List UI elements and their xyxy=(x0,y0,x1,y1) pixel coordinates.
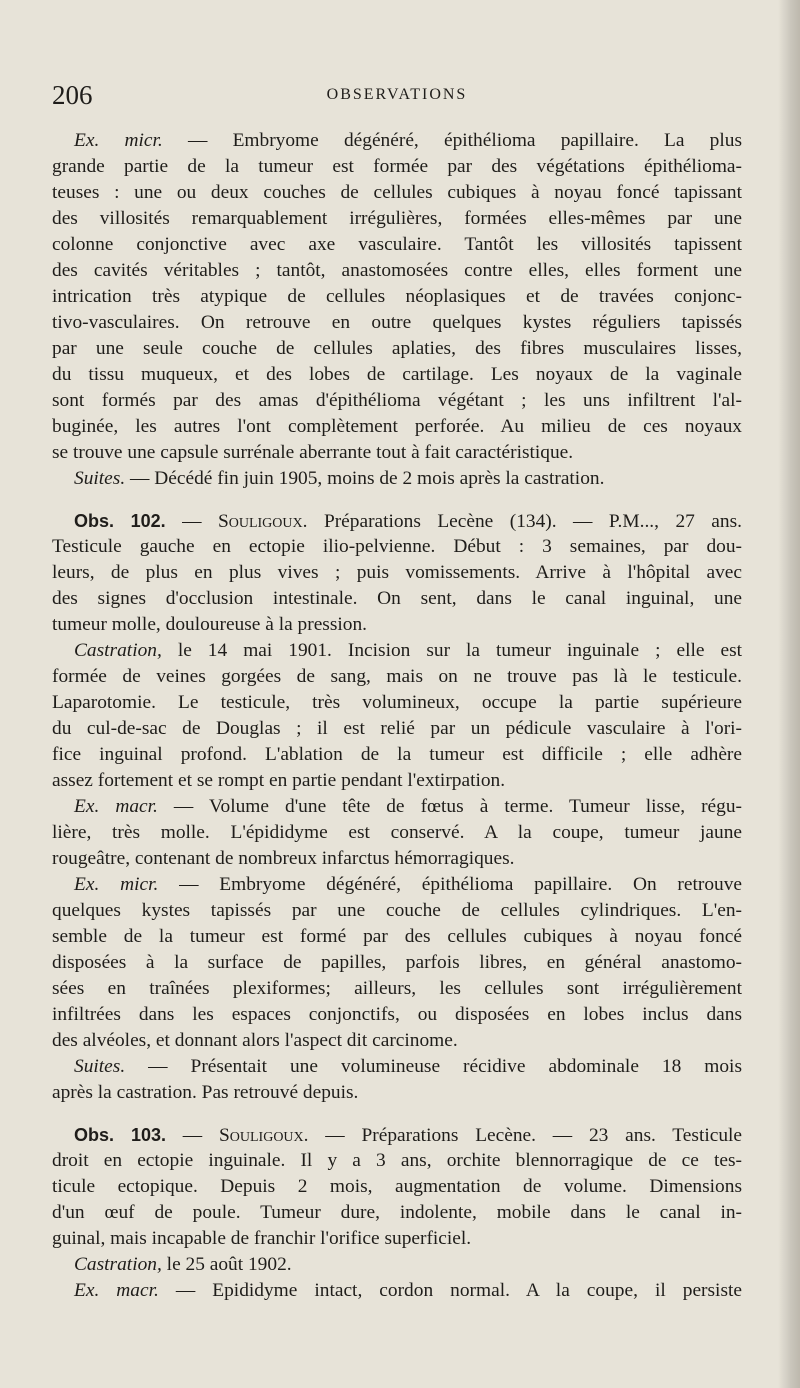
text-span: des signes d'occlusion intestinale. On sent, dans le canal inguinal, une xyxy=(52,588,742,609)
text-span: formée de veines gorgées de sang, mais on ne trouve pas là le testicule. xyxy=(52,666,742,687)
text-line xyxy=(52,846,742,872)
text-line xyxy=(52,128,742,154)
page-edge-shadow xyxy=(778,0,800,1388)
text-span: fice inguinal profond. L'ablation de la tumeur est difficile ; elle adhère xyxy=(52,744,742,765)
text-line xyxy=(52,690,742,716)
italic-heading: Ex. micr. xyxy=(74,874,159,895)
text-span: grande partie de la tumeur est formée par des végétations épithélioma- xyxy=(52,156,742,177)
text-span: sées en traînées plexiformes; ailleurs, les cellules sont irrégulièrement xyxy=(52,978,742,999)
text-line xyxy=(52,586,742,612)
observation-label: Obs. 103. xyxy=(74,1125,166,1145)
text-span: teuses : une ou deux couches de cellules cubiques à noyau foncé tapissant xyxy=(52,182,742,203)
text-line xyxy=(52,768,742,794)
text-line xyxy=(52,232,742,258)
text-line xyxy=(52,180,742,206)
italic-heading: Ex. micr. xyxy=(74,130,163,151)
text-span: disposées à la surface de papilles, parfois libres, en général anastomo- xyxy=(52,952,742,973)
text-line xyxy=(52,388,742,414)
text-line xyxy=(52,206,742,232)
text-span: ticule ectopique. Depuis 2 mois, augmentation de volume. Dimensions xyxy=(52,1176,742,1197)
text-line xyxy=(52,362,742,388)
paragraph-gap xyxy=(52,492,742,508)
text-line xyxy=(52,1002,742,1028)
text-span: — Décédé fin juin 1905, moins de 2 mois après la castration. xyxy=(125,468,605,489)
text-line xyxy=(52,560,742,586)
text-line xyxy=(52,820,742,846)
italic-heading: Suites. xyxy=(74,1056,126,1077)
text-line xyxy=(52,1226,742,1252)
text-span: lière, très molle. L'épididyme est conservé. A la coupe, tumeur jaune xyxy=(52,822,742,843)
text-span: semble de la tumeur est formé par des cellules cubiques à noyau foncé xyxy=(52,926,742,947)
observation-label: Obs. 102. xyxy=(74,511,166,531)
text-span: — Présentait une volumineuse récidive abdominale 18 mois xyxy=(125,1056,742,1077)
text-line xyxy=(52,534,742,560)
text-line xyxy=(52,1028,742,1054)
text-span: Préparations Lecène (134). — P.M..., 27 ans. xyxy=(307,511,743,532)
text-line xyxy=(52,638,742,664)
text-span: colonne conjonctive avec axe vasculaire. Tantôt les villosités tapissent xyxy=(52,234,742,255)
italic-heading: Castration, xyxy=(74,640,162,661)
text-span: — Préparations Lecène. — 23 ans. Testicule xyxy=(308,1125,743,1146)
paragraph-gap xyxy=(52,1106,742,1122)
text-line xyxy=(52,976,742,1002)
text-line xyxy=(52,1200,742,1226)
text-line xyxy=(52,310,742,336)
text-span: leurs, de plus en plus vives ; puis vomissements. Arrive à l'hôpital avec xyxy=(52,562,742,583)
text-span: droit en ectopie inguinale. Il y a 3 ans, orchite blennorragique de ce tes- xyxy=(52,1150,742,1171)
italic-heading: Suites. xyxy=(74,468,126,489)
text-line xyxy=(52,466,742,492)
text-line xyxy=(52,898,742,924)
text-line xyxy=(52,440,742,466)
italic-heading: Ex. macr. xyxy=(74,796,158,817)
text-span: — xyxy=(166,1125,219,1146)
text-span: — Volume d'une tête de fœtus à terme. Tumeur lisse, régu- xyxy=(157,796,742,817)
text-line xyxy=(52,950,742,976)
text-span: Laparotomie. Le testicule, très volumineux, occupe la partie supérieure xyxy=(52,692,742,713)
text-line xyxy=(52,1252,742,1278)
text-line xyxy=(52,794,742,820)
text-span: tumeur molle, douloureuse à la pression. xyxy=(52,614,368,635)
italic-heading: Castration, xyxy=(74,1254,162,1275)
italic-heading: Ex. macr. xyxy=(74,1280,159,1301)
text-line xyxy=(52,414,742,440)
text-span: quelques kystes tapissés par une couche de cellules cylindriques. L'en- xyxy=(52,900,742,921)
text-line xyxy=(52,1122,742,1148)
text-line xyxy=(52,258,742,284)
text-line xyxy=(52,336,742,362)
text-span: — xyxy=(165,511,218,532)
text-span: après la castration. Pas retrouvé depuis. xyxy=(52,1082,359,1103)
text-span: le 25 août 1902. xyxy=(161,1254,292,1275)
text-line xyxy=(52,1054,742,1080)
text-span: des villosités remarquablement irrégulières, formées elles-mêmes par une xyxy=(52,208,742,229)
text-span: d'un œuf de poule. Tumeur dure, indolente, mobile dans le canal in- xyxy=(52,1202,742,1223)
running-title: OBSERVATIONS xyxy=(326,86,468,103)
text-span: intrication très atypique de cellules néoplasiques et de travées conjonc- xyxy=(52,286,742,307)
text-span: du cul-de-sac de Douglas ; il est relié par un pédicule vasculaire à l'ori- xyxy=(52,718,742,739)
text-line xyxy=(52,1080,742,1106)
body-text xyxy=(52,128,742,1304)
text-line xyxy=(52,284,742,310)
text-span: se trouve une capsule surrénale aberrante tout à fait caractéristique. xyxy=(52,442,574,463)
running-head xyxy=(52,80,742,110)
text-line xyxy=(52,1174,742,1200)
author-name: Souligoux. xyxy=(218,1125,309,1146)
text-span: guinal, mais incapable de franchir l'orifice superficiel. xyxy=(52,1228,472,1249)
text-span: Testicule gauche en ectopie ilio-pelvienne. Début : 3 semaines, par dou- xyxy=(52,536,742,557)
text-line xyxy=(52,1278,742,1304)
author-name: Souligoux. xyxy=(217,511,308,532)
text-span: des cavités véritables ; tantôt, anastomosées contre elles, elles forment une xyxy=(52,260,742,281)
text-line xyxy=(52,872,742,898)
text-span: — Epididyme intact, cordon normal. A la coupe, il persiste xyxy=(158,1280,742,1301)
text-span: buginée, les autres l'ont complètement perforée. Au milieu de ces noyaux xyxy=(52,416,742,437)
text-span: assez fortement et se rompt en partie pendant l'extirpation. xyxy=(52,770,506,791)
text-span: — Embryome dégénéré, épithélioma papillaire. On retrouve xyxy=(158,874,743,895)
text-line xyxy=(52,664,742,690)
text-line xyxy=(52,612,742,638)
text-span: tivo-vasculaires. On retrouve en outre quelques kystes réguliers tapissés xyxy=(52,312,742,333)
text-line xyxy=(52,154,742,180)
page-number: 206 xyxy=(52,80,93,110)
text-line xyxy=(52,1148,742,1174)
text-span: rougeâtre, contenant de nombreux infarctus hémorragiques. xyxy=(52,848,515,869)
text-line xyxy=(52,742,742,768)
text-span: par une seule couche de cellules aplaties, des fibres musculaires lisses, xyxy=(52,338,742,359)
text-span: infiltrées dans les espaces conjonctifs, ou disposées en lobes inclus dans xyxy=(52,1004,742,1025)
text-span: le 14 mai 1901. Incision sur la tumeur inguinale ; elle est xyxy=(161,640,742,661)
text-line xyxy=(52,924,742,950)
text-span: des alvéoles, et donnant alors l'aspect dit carcinome. xyxy=(52,1030,458,1051)
text-span: — Embryome dégénéré, épithélioma papillaire. La plus xyxy=(162,130,742,151)
text-span: sont formés par des amas d'épithélioma végétant ; les uns infiltrent l'al- xyxy=(52,390,742,411)
text-line xyxy=(52,716,742,742)
text-line xyxy=(52,508,742,534)
text-span: du tissu muqueux, et des lobes de cartilage. Les noyaux de la vaginale xyxy=(52,364,742,385)
